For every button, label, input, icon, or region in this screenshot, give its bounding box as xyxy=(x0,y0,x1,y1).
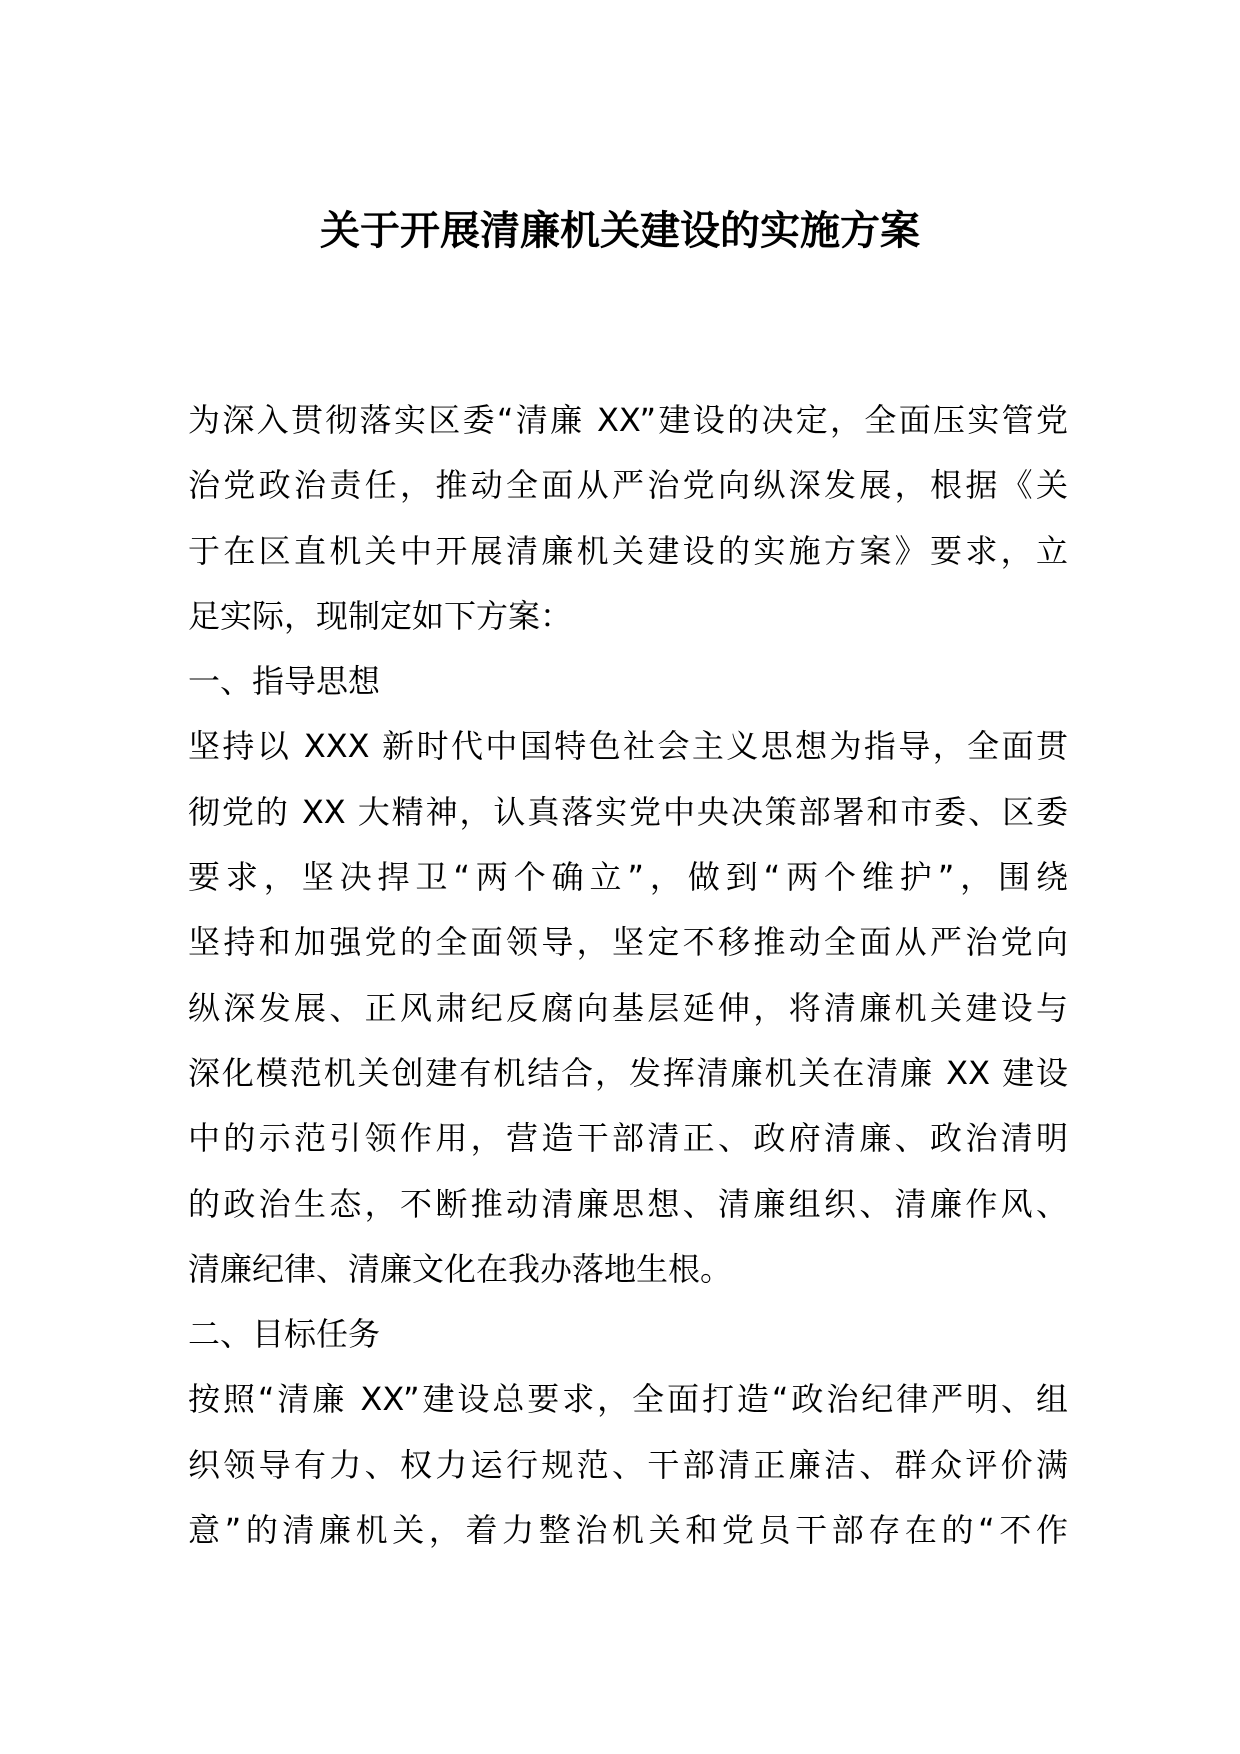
paragraph-line: 织领导有力、权力运行规范、干部清正廉洁、群众评价满 xyxy=(188,1445,1068,1484)
paragraph-line: 足实际，现制定如下方案： xyxy=(188,596,573,635)
paragraph-line: 深化模范机关创建有机结合，发挥清廉机关在清廉 XX 建设 xyxy=(188,1053,1068,1092)
document-title: 关于开展清廉机关建设的实施方案 xyxy=(320,208,920,254)
paragraph-line: 清廉纪律、清廉文化在我办落地生根。 xyxy=(188,1249,733,1288)
paragraph-line: 意”的清廉机关，着力整治机关和党员干部存在的“不作 xyxy=(188,1511,1068,1550)
document-body xyxy=(188,388,1068,1563)
paragraph-line: 按照“清廉 XX”建设总要求，全面打造“政治纪律严明、组 xyxy=(188,1380,1068,1419)
section-heading: 二、目标任务 xyxy=(188,1315,381,1354)
paragraph-line: 坚持以 XXX 新时代中国特色社会主义思想为指导，全面贯 xyxy=(188,727,1068,766)
paragraph-line: 为深入贯彻落实区委“清廉 XX”建设的决定，全面压实管党 xyxy=(188,401,1068,439)
paragraph-line: 的政治生态，不断推动清廉思想、清廉组织、清廉作风、 xyxy=(188,1184,1068,1223)
section-heading: 一、指导思想 xyxy=(188,662,381,701)
paragraph-line: 坚持和加强党的全面领导，坚定不移推动全面从严治党向 xyxy=(188,923,1068,962)
paragraph-line: 治党政治责任，推动全面从严治党向纵深发展，根据《关 xyxy=(188,466,1068,505)
paragraph-line: 中的示范引领作用，营造干部清正、政府清廉、政治清明 xyxy=(188,1119,1068,1158)
paragraph-line: 彻党的 XX 大精神，认真落实党中央决策部署和市委、区委 xyxy=(188,792,1068,831)
paragraph-line: 要求，坚决捍卫“两个确立”，做到“两个维护”，围绕 xyxy=(188,858,1068,897)
paragraph-line: 于在区直机关中开展清廉机关建设的实施方案》要求，立 xyxy=(188,531,1068,570)
paragraph-line: 纵深发展、正风肃纪反腐向基层延伸，将清廉机关建设与 xyxy=(188,988,1068,1027)
